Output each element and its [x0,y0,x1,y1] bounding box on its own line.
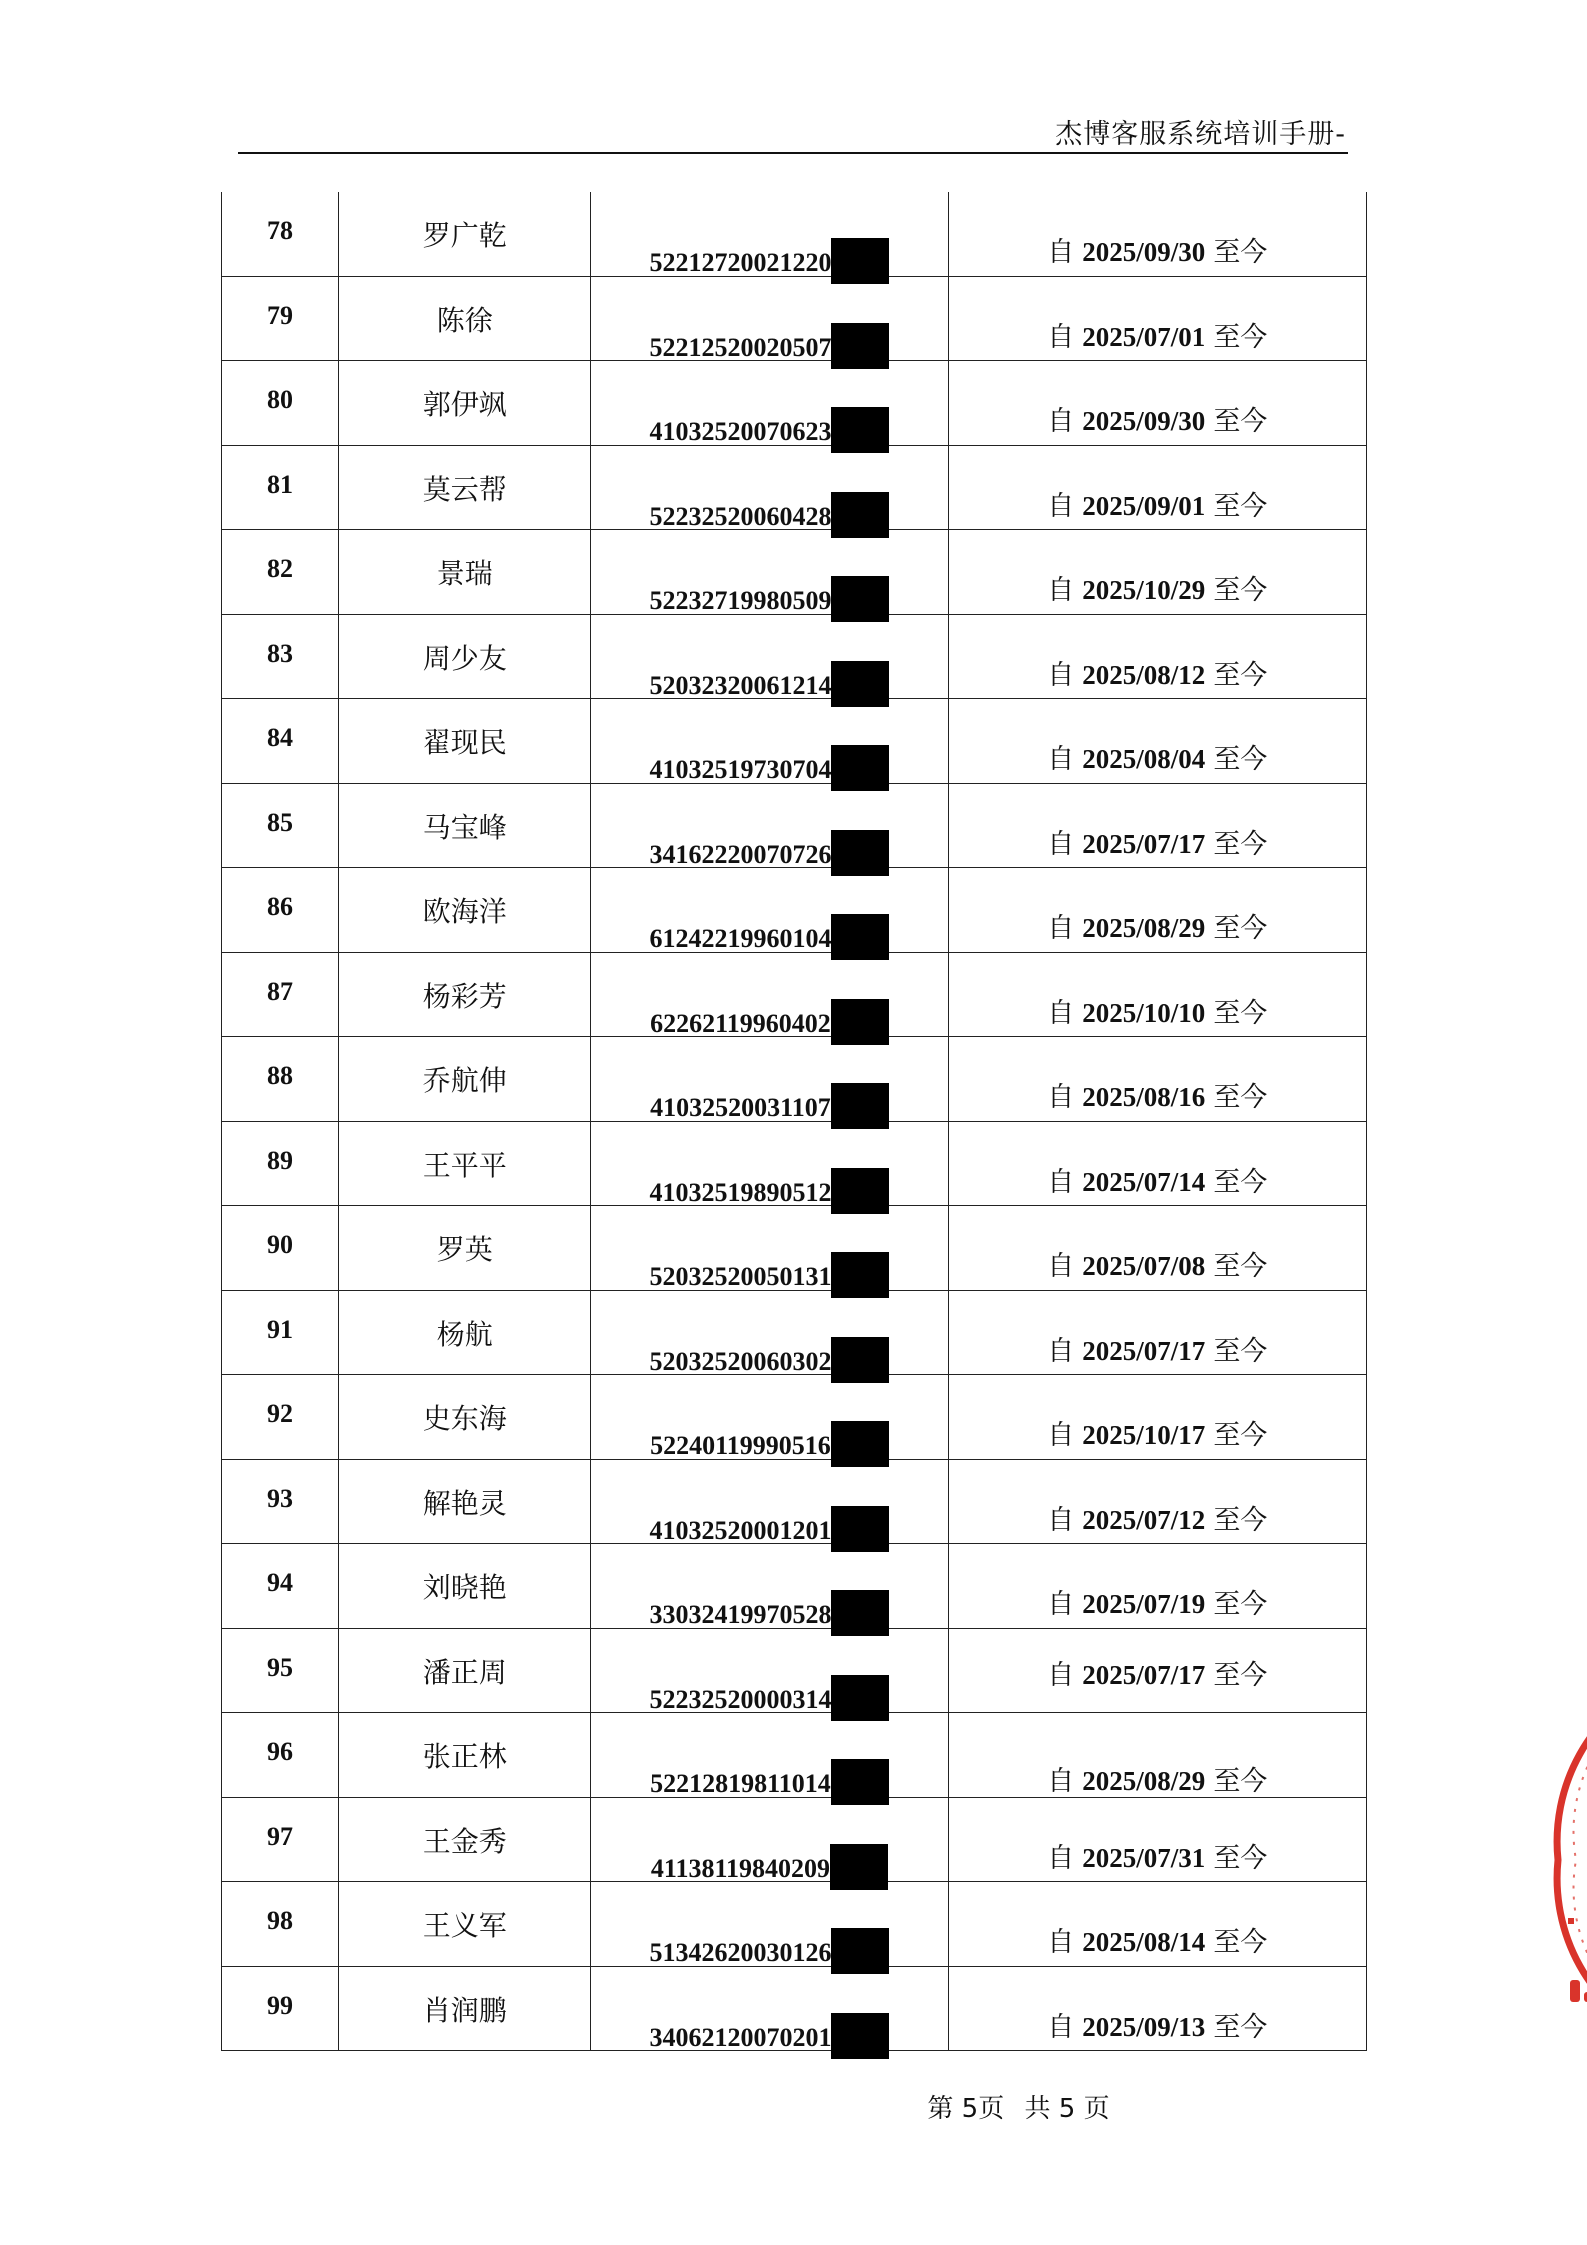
name-cell [339,783,591,868]
name-cell [339,1628,591,1713]
period-prefix: 自 [1047,490,1075,522]
id-number-cell [591,1375,948,1460]
period-prefix: 自 [1047,1166,1075,1198]
row-number-cell [222,192,339,276]
row-number: 88 [267,1061,294,1090]
period-suffix: 至今 [1213,1166,1268,1198]
id-number-cell [591,1713,948,1798]
id-number-cell [591,868,948,953]
table-row [222,614,1367,699]
start-date: 2025/09/01 [1082,490,1206,521]
table-row [222,1037,1367,1122]
row-number-cell [222,1966,339,2051]
start-date: 2025/08/04 [1082,744,1206,774]
period-cell [948,361,1366,446]
period-prefix: 自 [1047,913,1075,944]
start-date: 2025/07/01 [1082,321,1206,352]
roster-body [222,192,1367,2051]
row-number-cell [222,1882,339,1967]
row-number-cell [222,783,339,868]
period-prefix: 自 [1047,828,1075,860]
period-suffix: 至今 [1213,321,1268,353]
row-number: 78 [267,216,294,245]
row-number: 92 [267,1399,294,1428]
period-cell [948,192,1366,276]
row-number: 84 [267,723,294,752]
row-number: 94 [267,1568,294,1597]
person-name: 罗广乾 [422,219,507,252]
period-suffix: 至今 [1213,828,1268,860]
id-number: 41138119840209 [650,1853,831,1883]
id-number: 52240119990516 [650,1431,831,1460]
row-number-cell [222,952,339,1037]
staff-roster-table [221,192,1367,2051]
person-name: 张正林 [422,1740,507,1773]
period-suffix: 至今 [1213,659,1268,691]
id-number-cell [591,699,948,784]
start-date: 2025/10/29 [1082,575,1206,605]
id-number-cell [591,1121,948,1206]
period-prefix: 自 [1047,321,1075,353]
row-number-cell [222,276,339,361]
name-cell [339,1544,591,1629]
start-date: 2025/09/30 [1082,237,1206,267]
page-total: 共 5 页 [1024,2094,1110,2124]
row-number: 80 [267,385,294,414]
table-row [222,952,1367,1037]
row-number: 99 [267,1990,294,2020]
table-row [222,530,1367,615]
row-number-cell [222,868,339,953]
start-date: 2025/07/19 [1082,1589,1206,1619]
period-suffix: 至今 [1213,1842,1268,1874]
name-cell [339,699,591,784]
row-number-cell [222,1544,339,1629]
name-cell [339,1882,591,1967]
period-cell [948,276,1366,361]
start-date: 2025/08/14 [1082,1927,1206,1957]
start-date: 2025/07/17 [1082,1335,1206,1366]
person-name: 王金秀 [422,1824,507,1858]
id-number-cell [591,952,948,1037]
page-number: 第 5页 [927,2094,1005,2124]
person-name: 乔航伸 [422,1064,507,1097]
row-number: 83 [267,638,294,668]
period-prefix: 自 [1047,406,1075,437]
row-number-cell [222,1206,339,1291]
period-prefix: 自 [1047,1082,1075,1113]
period-cell [948,1459,1366,1544]
name-cell [339,530,591,615]
id-number: 41032520001201 [649,1515,832,1545]
name-cell [339,1121,591,1206]
period-prefix: 自 [1047,997,1075,1029]
start-date: 2025/09/30 [1082,406,1206,436]
name-cell [339,868,591,953]
id-number: 52032520060302 [649,1346,832,1376]
id-number-cell [591,1290,948,1375]
id-number-cell [591,1966,948,2051]
period-prefix: 自 [1047,1766,1075,1797]
start-date: 2025/07/17 [1082,828,1206,859]
row-number-cell [222,1290,339,1375]
id-number: 51342620030126 [649,1938,832,1967]
row-number: 96 [267,1737,294,1766]
name-cell [339,952,591,1037]
id-number: 52232520000314 [649,1684,832,1714]
row-number: 98 [267,1906,294,1935]
id-number: 52032320061214 [649,670,832,700]
table-row [222,445,1367,530]
table-row [222,1882,1367,1967]
period-suffix: 至今 [1213,406,1268,437]
header-divider [238,152,1348,154]
table-row [222,1628,1367,1713]
period-cell [948,1375,1366,1460]
person-name: 史东海 [422,1402,507,1435]
row-number-cell [222,614,339,699]
id-number-cell [591,192,948,276]
name-cell [339,1375,591,1460]
table-row [222,783,1367,868]
period-cell [948,1037,1366,1122]
name-cell [339,1206,591,1291]
period-suffix: 至今 [1213,1659,1268,1691]
period-prefix: 自 [1047,1842,1075,1874]
start-date: 2025/09/13 [1082,2011,1206,2042]
period-cell [948,699,1366,784]
table-row [222,868,1367,953]
period-prefix: 自 [1047,1589,1075,1620]
person-name: 陈徐 [436,303,493,337]
table-row [222,1290,1367,1375]
id-number-cell [591,445,948,530]
period-prefix: 自 [1047,1251,1075,1282]
period-prefix: 自 [1047,1659,1075,1691]
id-number-cell [591,614,948,699]
period-cell [948,1121,1366,1206]
person-name: 周少友 [422,641,507,675]
table-row [222,1544,1367,1629]
page-footer [0,2088,1587,2125]
row-number: 81 [267,469,294,499]
period-suffix: 至今 [1213,237,1268,268]
period-suffix: 至今 [1213,1082,1268,1113]
id-number: 52212520020507 [649,332,832,362]
period-suffix: 至今 [1213,575,1268,606]
period-prefix: 自 [1047,1335,1075,1367]
id-number-cell [591,783,948,868]
period-suffix: 至今 [1213,1766,1268,1797]
id-number: 34062120070201 [649,2022,832,2052]
person-name: 罗英 [436,1233,493,1266]
period-prefix: 自 [1047,2011,1075,2043]
id-number-cell [591,1797,948,1882]
period-prefix: 自 [1047,1927,1075,1958]
person-name: 王平平 [422,1148,507,1182]
person-name: 杨航 [436,1317,493,1351]
id-number: 33032419970528 [649,1600,832,1629]
name-cell [339,276,591,361]
period-cell [948,1797,1366,1882]
person-name: 翟现民 [422,726,507,759]
period-suffix: 至今 [1213,490,1268,522]
period-cell [948,445,1366,530]
person-name: 郭伊飒 [422,388,507,421]
period-cell [948,1713,1366,1798]
period-cell [948,614,1366,699]
period-prefix: 自 [1047,744,1075,775]
id-number-cell [591,1037,948,1122]
table-row [222,1206,1367,1291]
row-number-cell [222,361,339,446]
table-row [222,1797,1367,1882]
period-suffix: 至今 [1213,2011,1268,2043]
row-number-cell [222,1121,339,1206]
row-number-cell [222,445,339,530]
id-number: 52232719980509 [649,586,832,615]
name-cell [339,361,591,446]
name-cell [339,1797,591,1882]
period-cell [948,783,1366,868]
person-name: 王义军 [422,1909,507,1942]
person-name: 肖润鹏 [422,1993,507,2027]
id-number-cell [591,530,948,615]
period-cell [948,1206,1366,1291]
table-row [222,1713,1367,1798]
redaction-block [831,2013,889,2059]
id-number: 52212720021220 [649,248,832,277]
name-cell [339,192,591,276]
row-number-cell [222,1037,339,1122]
period-cell [948,952,1366,1037]
id-number: 52032520050131 [649,1262,832,1291]
table-row [222,1375,1367,1460]
period-prefix: 自 [1047,237,1075,268]
official-seal-stamp [1548,1670,1587,2050]
period-suffix: 至今 [1213,1251,1268,1282]
start-date: 2025/07/14 [1082,1166,1206,1197]
row-number: 91 [267,1314,294,1344]
row-number-cell [222,1459,339,1544]
row-number: 89 [267,1145,294,1175]
period-cell [948,1966,1366,2051]
period-prefix: 自 [1047,1504,1075,1536]
start-date: 2025/07/12 [1082,1504,1206,1535]
row-number: 82 [267,554,294,583]
period-suffix: 至今 [1213,997,1268,1029]
period-suffix: 至今 [1213,1504,1268,1536]
name-cell [339,445,591,530]
table-row [222,1966,1367,2051]
row-number: 79 [267,300,294,330]
person-name: 欧海洋 [422,895,507,928]
start-date: 2025/08/29 [1082,1766,1206,1796]
id-number-cell [591,1628,948,1713]
period-suffix: 至今 [1213,1927,1268,1958]
period-cell [948,1882,1366,1967]
row-number: 93 [267,1483,294,1513]
start-date: 2025/07/08 [1082,1251,1206,1281]
person-name: 解艳灵 [422,1486,507,1520]
row-number: 95 [267,1652,294,1682]
period-suffix: 至今 [1213,1589,1268,1620]
id-number: 62262119960402 [650,1008,831,1038]
row-number-cell [222,1713,339,1798]
id-number: 41032519890512 [649,1177,832,1207]
period-cell [948,1290,1366,1375]
person-name: 马宝峰 [422,810,507,844]
name-cell [339,1459,591,1544]
person-name: 莫云帮 [422,472,507,506]
period-cell [948,1544,1366,1629]
id-number: 41032520070623 [649,417,832,446]
id-number: 41032519730704 [649,755,832,784]
row-number: 90 [267,1230,294,1259]
name-cell [339,1713,591,1798]
name-cell [339,1037,591,1122]
person-name: 刘晓艳 [422,1571,507,1604]
id-number: 52212819811014 [650,1769,831,1798]
row-number-cell [222,1375,339,1460]
person-name: 景瑞 [436,557,493,590]
period-cell [948,530,1366,615]
id-number-cell [591,1459,948,1544]
id-number-cell [591,1882,948,1967]
period-suffix: 至今 [1213,744,1268,775]
row-number-cell [222,1628,339,1713]
start-date: 2025/08/29 [1082,913,1206,943]
id-number: 34162220070726 [649,839,832,869]
id-number: 61242219960104 [649,924,832,953]
start-date: 2025/08/12 [1082,659,1206,690]
table-row [222,361,1367,446]
id-number-cell [591,1206,948,1291]
table-row [222,1121,1367,1206]
person-name: 潘正周 [422,1655,507,1689]
start-date: 2025/10/10 [1082,997,1206,1028]
period-suffix: 至今 [1213,913,1268,944]
row-number-cell [222,530,339,615]
row-number: 97 [267,1821,294,1851]
start-date: 2025/07/17 [1082,1659,1206,1690]
row-number: 87 [267,976,294,1006]
period-prefix: 自 [1047,1420,1075,1451]
id-number: 41032520031107 [650,1093,831,1122]
period-suffix: 至今 [1213,1420,1268,1451]
id-number: 52232520060428 [649,501,832,531]
start-date: 2025/10/17 [1082,1420,1206,1450]
period-cell [948,1628,1366,1713]
period-prefix: 自 [1047,575,1075,606]
start-date: 2025/07/31 [1082,1842,1206,1873]
table-row [222,699,1367,784]
period-prefix: 自 [1047,659,1075,691]
table-row [222,192,1367,276]
id-number-cell [591,1544,948,1629]
period-cell [948,868,1366,953]
id-number-cell [591,276,948,361]
person-name: 杨彩芳 [422,979,507,1013]
table-row [222,1459,1367,1544]
row-number-cell [222,699,339,784]
id-number-cell [591,361,948,446]
name-cell [339,1966,591,2051]
document-header-title: 杰博客服系统培训手册- [1055,119,1346,150]
table-row [222,276,1367,361]
start-date: 2025/08/16 [1082,1082,1206,1112]
period-suffix: 至今 [1213,1335,1268,1367]
name-cell [339,1290,591,1375]
row-number: 86 [267,892,294,921]
row-number: 85 [267,807,294,837]
row-number-cell [222,1797,339,1882]
name-cell [339,614,591,699]
